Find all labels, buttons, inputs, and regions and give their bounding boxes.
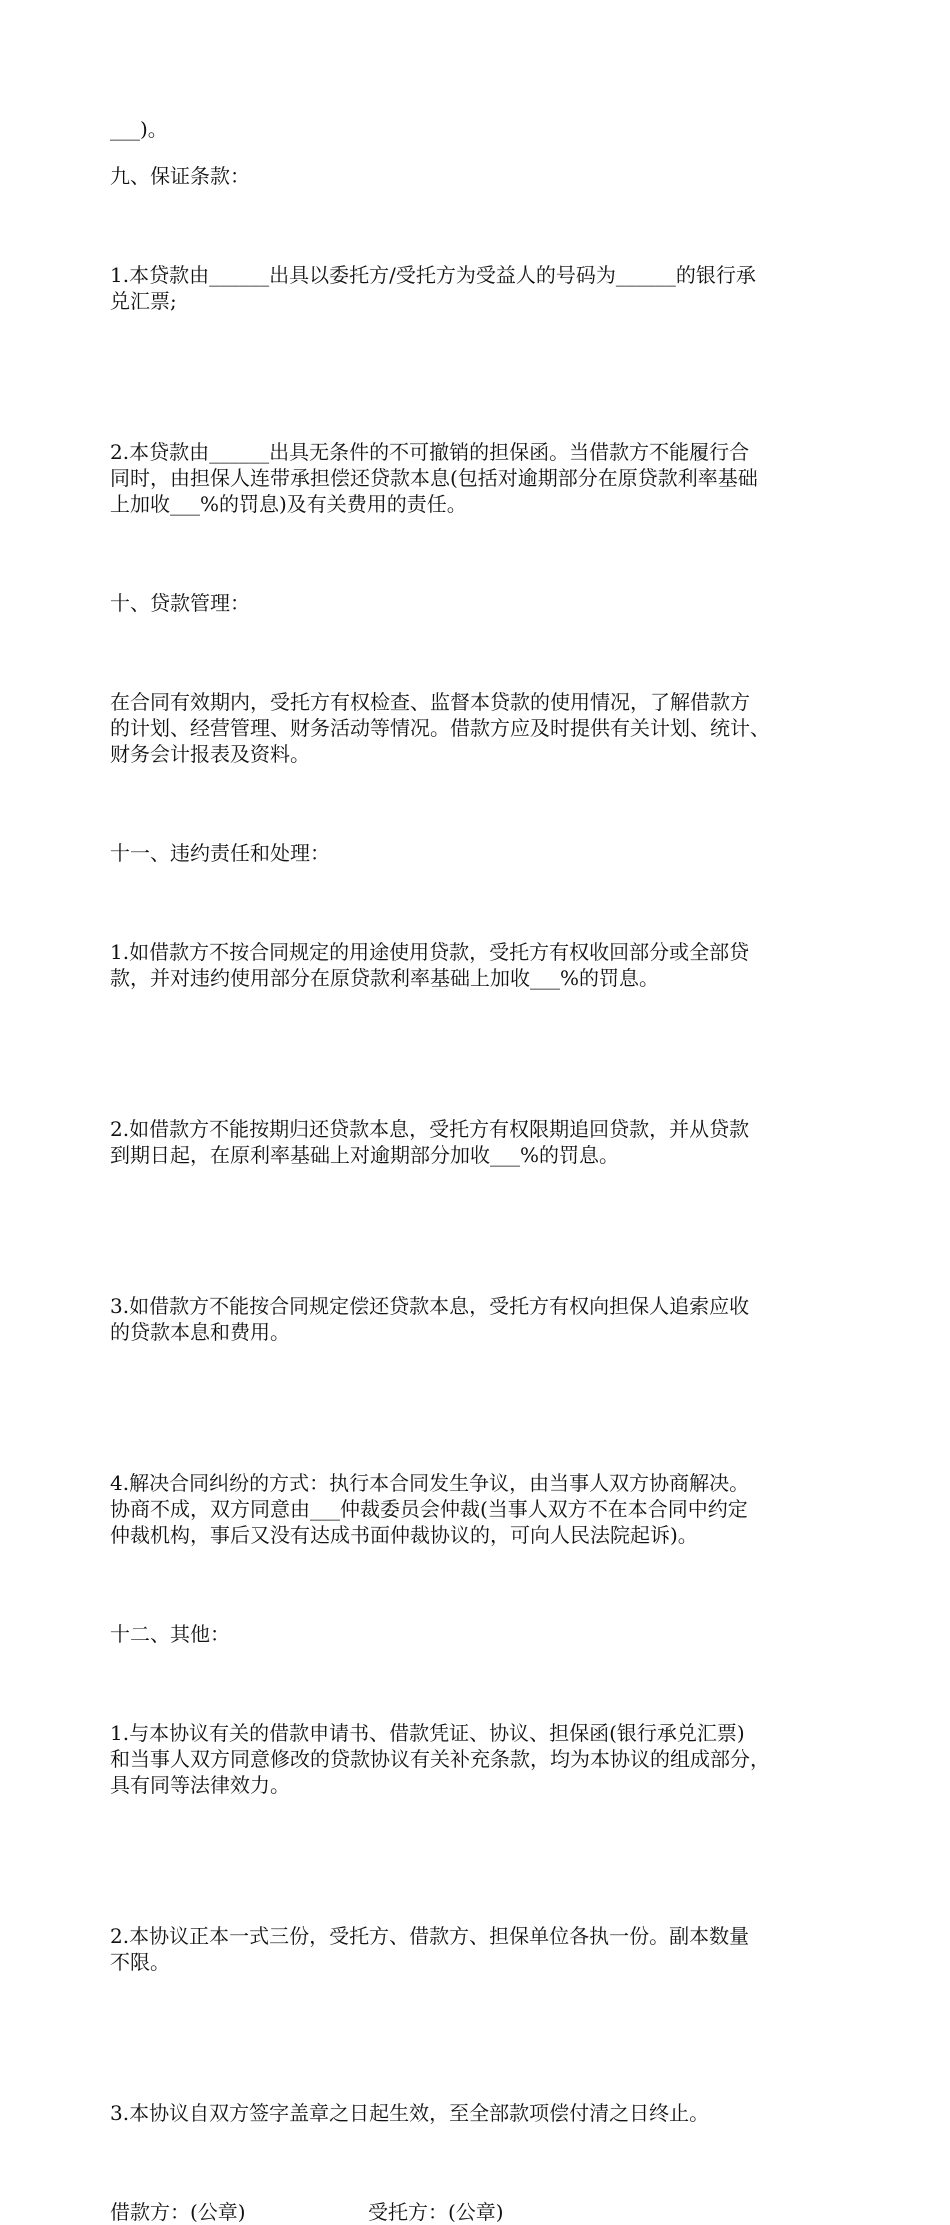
document-page — [110, 116, 850, 2225]
signature-block — [110, 2199, 850, 2225]
section-11-item-3: 3.如借款方不能按合同规定偿还贷款本息，受托方有权向担保人追索应收 的贷款本息和费用。 — [110, 1294, 750, 1344]
section-11-item-4: 4.解决合同纠纷的方式：执行本合同发生争议，由当事人双方协商解决。 协商不成，双方同意由___仲裁委员会仲裁(当事人双方不在本合同中约定 仲裁机构，事后又没有达成书面仲裁协议的，可向人民法院起诉)。 — [110, 1471, 750, 1547]
trustee-signature-label: 受托方：(公章) — [368, 2200, 504, 2224]
section-10-body: 在合同有效期内，受托方有权检查、监督本贷款的使用情况，了解借款方 的计划、经营管理、财务活动等情况。借款方应及时提供有关计划、统计、 财务会计报表及资料。 — [110, 690, 770, 766]
top-fragment: ___)。 — [110, 117, 168, 141]
section-12-item-2: 2.本协议正本一式三份，受托方、借款方、担保单位各执一份。副本数量 不限。 — [110, 1924, 750, 1974]
section-11-item-1: 1.如借款方不按合同规定的用途使用贷款，受托方有权收回部分或全部贷 款，并对违约使用部分在原贷款利率基础上加收___%的罚息。 — [110, 940, 750, 990]
borrower-signature-label: 借款方：(公章) — [110, 2200, 246, 2224]
section-11-heading: 十一、违约责任和处理： — [110, 841, 330, 865]
section-11-item-2: 2.如借款方不能按期归还贷款本息，受托方有权限期追回贷款，并从贷款 到期日起，在原利率基础上对逾期部分加收___%的罚息。 — [110, 1117, 750, 1167]
section-12-item-1: 1.与本协议有关的借款申请书、借款凭证、协议、担保函(银行承兑汇票) 和当事人双方同意修改的贷款协议有关补充条款，均为本协议的组成部分， 具有同等法律效力。 — [110, 1721, 770, 1797]
section-12-item-3: 3.本协议自双方签字盖章之日起生效，至全部款项偿付清之日终止。 — [110, 2101, 710, 2125]
section-12-heading: 十二、其他： — [110, 1622, 230, 1646]
section-10-heading: 十、贷款管理： — [110, 591, 250, 615]
section-9-heading: 九、保证条款： — [110, 164, 250, 188]
section-9-item-1: 1.本贷款由______出具以委托方/受托方为受益人的号码为______的银行承 兑汇票; — [110, 263, 756, 313]
section-9-item-2: 2.本贷款由______出具无条件的不可撤销的担保函。当借款方不能履行合 同时，由担保人连带承担偿还贷款本息(包括对逾期部分在原贷款利率基础 上加收___%的罚息)及有关费用的责任。 — [110, 440, 758, 516]
